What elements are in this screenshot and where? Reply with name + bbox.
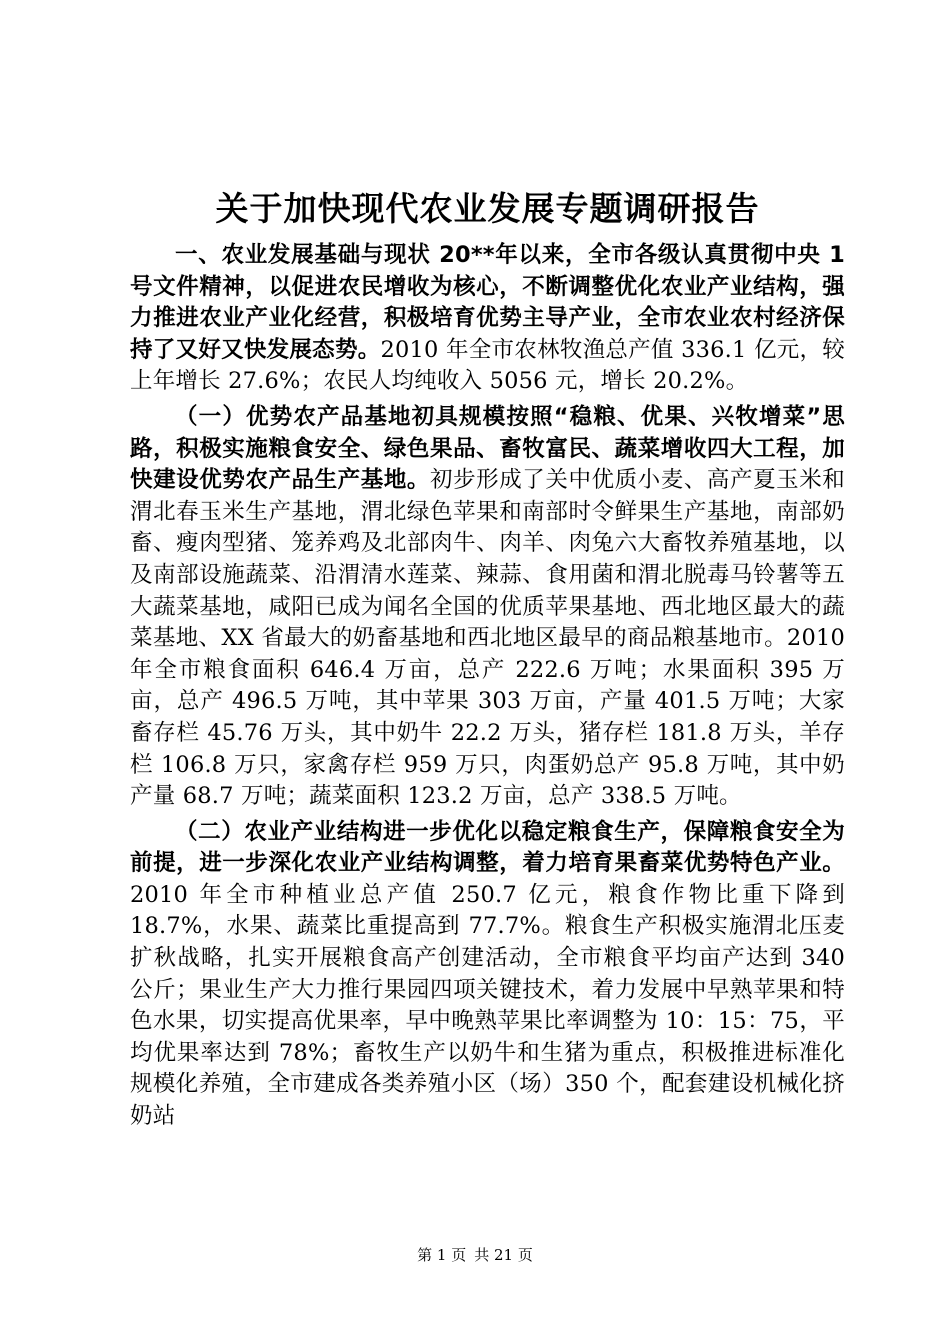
page-total: 共 21 页: [474, 1246, 533, 1264]
paragraph-lead: 一、农业发展基础与现状 20**年以来，全市各级认真贯彻中央 1 号文件精神，以促进农民增收为核心，不断调整优化农业产业结构，强力推进农业产业化经营，积极培育优势主导产业，全市农业农村经济保持了又好又快发展态势。: [130, 242, 845, 363]
page-footer: [0, 1245, 950, 1265]
paragraph-body: 2010 年全市种植业总产值 250.7 亿元，粮食作物比重下降到 18.7%，水果、蔬菜比重提高到 77.7%。粮食生产积极实施渭北压麦扩秋战略，扎实开展粮食高产创建活动，全市粮食平均亩产达到 340 公斤；果业生产大力推行果园四项关键技术，着力发展中早熟苹果和特色水果，切实提高优果率，早中晚熟苹果比率调整为 10：15：75，平均优果率达到 78%；畜牧生产以奶牛和生猪为重点，积极推进标准化规模化养殖，全市建成各类养殖小区（场）350 个，配套建设机械化挤奶站: [130, 881, 845, 1130]
paragraph-overview: [130, 240, 845, 398]
page-number: 第 1 页: [417, 1246, 467, 1264]
paragraph-section-1: [130, 402, 845, 813]
paragraph-section-2: [130, 817, 845, 1133]
paragraph-lead: （一）优势农产品基地初具规模按照“稳粮、优果、兴牧增菜”思路，积极实施粮食安全、绿色果品、畜牧富民、蔬菜增收四大工程，加快建设优势农产品生产基地。: [130, 403, 845, 494]
paragraph-lead: （二）农业产业结构进一步优化以稳定粮食生产，保障粮食安全为前提，进一步深化农业产业结构调整，着力培育果畜菜优势特色产业。: [130, 818, 845, 877]
document-page: [130, 184, 845, 1133]
paragraph-body: 初步形成了关中优质小麦、高产夏玉米和渭北春玉米生产基地，渭北绿色苹果和南部时令鲜果生产基地，南部奶畜、瘦肉型猪、笼养鸡及北部肉牛、肉羊、肉兔六大畜牧养殖基地，以及南部设施蔬菜、沿渭清水莲菜、辣蒜、食用菌和渭北脱毒马铃薯等五大蔬菜基地，咸阳已成为闻名全国的优质苹果基地、西北地区最大的蔬菜基地、XX 省最大的奶畜基地和西北地区最早的商品粮基地市。2010 年全市粮食面积 646.4 万亩，总产 222.6 万吨；水果面积 395 万亩，总产 496.5 万吨，其中苹果 303 万亩，产量 401.5 万吨；大家畜存栏 45.76 万头，其中奶牛 22.2 万头，猪存栏 181.8 万头，羊存栏 106.8 万只，家禽存栏 959 万只，肉蛋奶总产 95.8 万吨，其中奶产量 68.7 万吨；蔬菜面积 123.2 万亩，总产 338.5 万吨。: [130, 467, 845, 810]
document-title: 关于加快现代农业发展专题调研报告: [215, 189, 760, 228]
paragraph-body: 2010 年全市农林牧渔总产值 336.1 亿元，较上年增长 27.6%；农民人均纯收入 5056 元，增长 20.2%。: [130, 336, 845, 395]
